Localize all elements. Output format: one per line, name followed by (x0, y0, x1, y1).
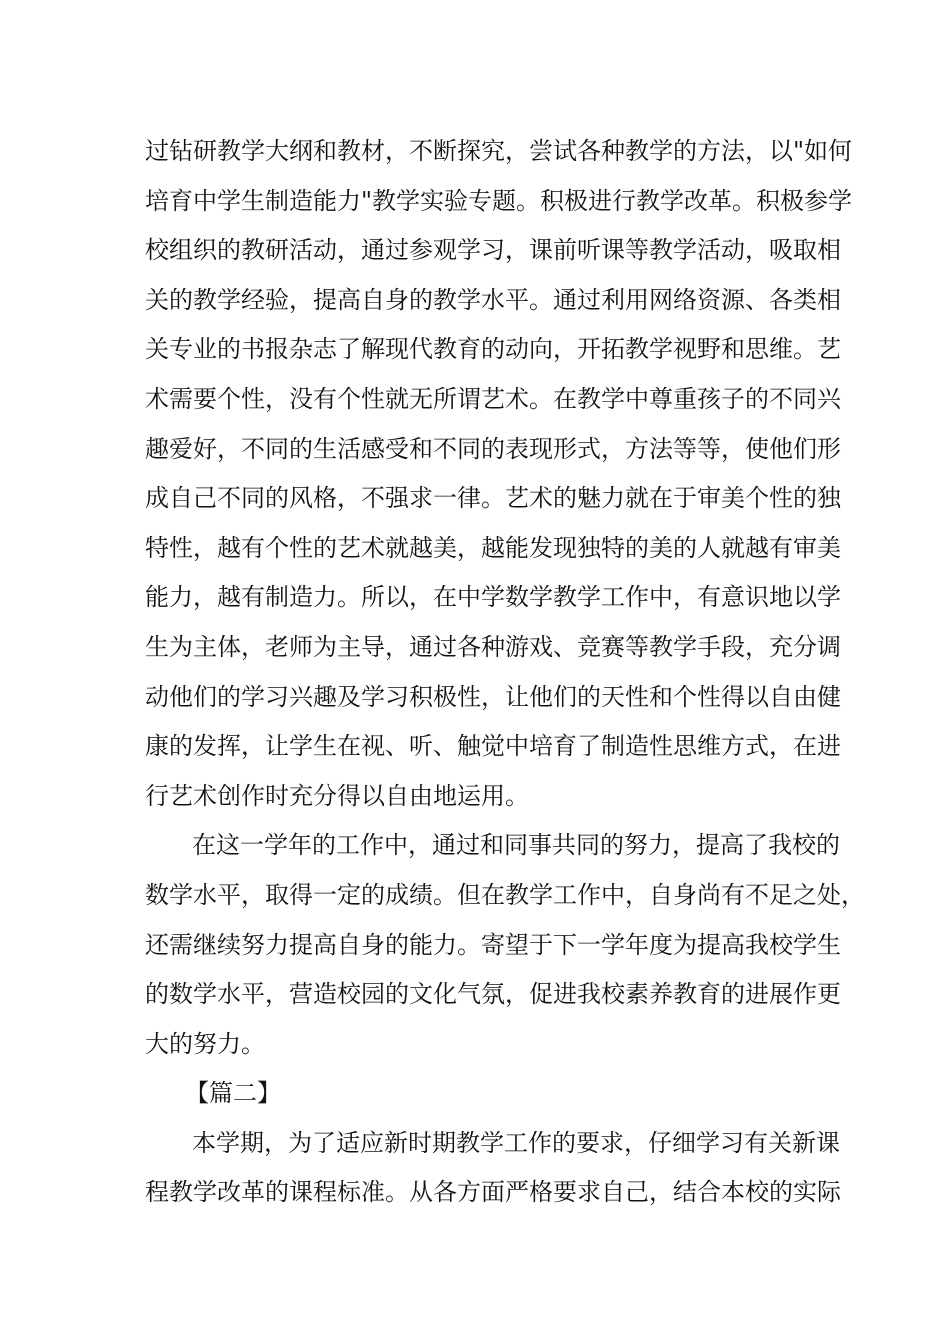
text-line: 程教学改革的课程标准。从各方面严格要求自己，结合本校的实际 (145, 1178, 841, 1207)
text-line: 特性，越有个性的艺术就越美，越能发现独特的美的人就越有审美 (145, 533, 841, 562)
text-line: 校组织的教研活动，通过参观学习，课前听课等教学活动，吸取相 (145, 236, 841, 265)
text-line: 康的发挥，让学生在视、听、触觉中培育了制造性思维方式，在进 (145, 732, 841, 761)
text-line: 关的教学经验，提高自身的教学水平。通过利用网络资源、各类相 (145, 285, 841, 314)
text-line: 关专业的书报杂志了解现代教育的动向，开拓教学视野和思维。艺 (145, 335, 841, 364)
paragraph-first-line: 在这一学年的工作中，通过和同事共同的努力，提高了我校的 (192, 831, 840, 860)
text-line: 能力，越有制造力。所以，在中学数学教学工作中，有意识地以学 (145, 583, 841, 612)
text-line: 行艺术创作时充分得以自由地运用。 (145, 781, 529, 810)
text-line: 大的努力。 (145, 1029, 265, 1058)
text-line: 成自己不同的风格，不强求一律。艺术的魅力就在于审美个性的独 (145, 484, 841, 513)
text-line: 生为主体，老师为主导，通过各种游戏、竞赛等教学手段，充分调 (145, 632, 841, 661)
text-line: 过钻研教学大纲和教材，不断探究，尝试各种教学的方法，以"如何 (145, 137, 853, 165)
text-line: 数学水平，取得一定的成绩。但在教学工作中，自身尚有不足之处， (145, 880, 865, 909)
text-line: 动他们的学习兴趣及学习积极性，让他们的天性和个性得以自由健 (145, 682, 841, 711)
document-body (145, 127, 865, 1218)
section-heading: 【篇二】 (185, 1079, 281, 1108)
text-line: 培育中学生制造能力"教学实验专题。积极进行教学改革。积极参学 (145, 186, 853, 215)
text-line: 的数学水平，营造校园的文化气氛，促进我校素养教育的进展作更 (145, 980, 841, 1009)
paragraph-first-line: 本学期，为了适应新时期教学工作的要求，仔细学习有关新课 (192, 1128, 840, 1157)
text-line: 术需要个性，没有个性就无所谓艺术。在教学中尊重孩子的不同兴 (145, 384, 841, 413)
text-line: 还需继续努力提高自身的能力。寄望于下一学年度为提高我校学生 (145, 930, 841, 959)
text-line: 趣爱好，不同的生活感受和不同的表现形式，方法等等，使他们形 (145, 434, 841, 463)
